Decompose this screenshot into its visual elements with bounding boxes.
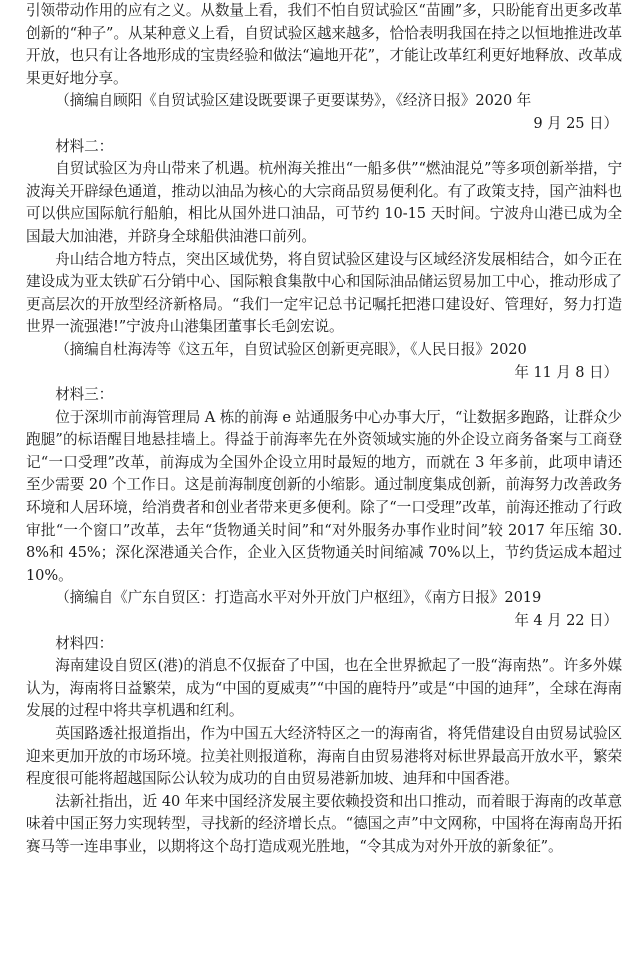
citation-date: 年 11 月 8 日） <box>514 363 618 381</box>
citation-date: 年 4 月 22 日） <box>514 612 618 630</box>
material-2-paragraph: 舟山结合地方特点，突出区域优势，将自贸试验区建设与区域经济发展相结合，如今正在建设成为亚太铁矿石分销中心、国际粮食集散中心和国际油品储运贸易加工中心，推动形成了更高层次的开放型经济新格局。“我们一定牢记总书记嘱托把港口建设好、管理好，努力打造世界一流强港!”宁波舟山港集团董事长毛剑宏说。 <box>26 250 622 336</box>
source-citation-2 <box>26 339 622 384</box>
material-4-heading: 材料四： <box>55 634 114 652</box>
passage-continued: 引领带动作用的应有之义。从数量上看，我们不怕自贸试验区“苗圃”多，只盼能育出更多改革创新的“种子”。从某种意义上看，自贸试验区越来越多，恰恰表明我国在持之以恒地推进改革开放，也只有让各地形成的宝贵经验和做法“遍地开花”，才能让改革红利更好地释放、改革成果更好地分享。 <box>26 2 622 87</box>
material-4-paragraph: 英国路透社报道指出，作为中国五大经济特区之一的海南省，将凭借建设自由贸易试验区迎来更加开放的市场环境。拉美社则报道称，海南自由贸易港将对标世界最高开放水平，繁荣程度很可能将超越国际公认较为成功的自由贸易港新加坡、迪拜和中国香港。 <box>26 725 622 788</box>
citation-text: （摘编自顾阳《自贸试验区建设既要课子更要谋势》，《经济日报》2020 年 <box>55 92 532 110</box>
material-3-heading: 材料三： <box>55 386 114 404</box>
material-2-paragraph: 自贸试验区为舟山带来了机遇。杭州海关推出“一船多供”“燃油混兑”等多项创新举措，宁波海关开辟绿色通道，推动以油品为核心的大宗商品贸易便利化。有了政策支持，国产油料也可以供应国际航行船舶，相比从国外进口油品，可节约 10-15 天时间。宁波舟山港已成为全国最大加油港，并跻身全球船供油港口前列。 <box>26 160 622 245</box>
source-citation-1 <box>26 90 622 135</box>
material-4-paragraph: 海南建设自贸区(港)的消息不仅振奋了中国，也在全世界掀起了一股“海南热”。许多外媒认为，海南将日益繁荣，成为“中国的夏威夷”“中国的鹿特丹”或是“中国的迪拜”，全球在海南发展的过程中将共享机遇和红利。 <box>26 657 622 720</box>
material-4-paragraph: 法新社指出，近 40 年来中国经济发展主要依赖投资和出口推动，而着眼于海南的改革意味着中国正努力实现转型，寻找新的经济增长点。“德国之声”中文网称，中国将在海南岛开拓赛马等一连串事业，以期将这个岛打造成观光胜地，“令其成为对外开放的新象征”。 <box>26 792 622 855</box>
source-citation-3 <box>26 587 622 632</box>
material-2-heading: 材料二： <box>55 137 114 155</box>
material-3-paragraph: 位于深圳市前海管理局 A 栋的前海 e 站通服务中心办事大厅，“让数据多跑路，让群众少跑腿”的标语醒目地悬挂墙上。得益于前海率先在外资领域实施的外企设立商务备案与工商登记“一口受理”改革，前海成为全国外企设立用时最短的地方，而就在 3 年多前，此项申请还至少需要 20 个工作日。这是前海制度创新的小缩影。通过制度集成创新，前海努力改善政务环境和人居环境，给消费者和创业者带来更多便利。除了“一口受理”改革，前海还推动了行政审批“一个窗口”改革，去年“货物通关时间”和“对外服务办事作业时间”较 2017 年压缩 30.8%和 45%；深化深港通关合作，企业入区货物通关时间缩减 70%以上，节约货运成本超过 10%。 <box>26 408 622 584</box>
citation-text: （摘编自《广东自贸区：打造高水平对外开放门户枢纽》，《南方日报》2019 <box>55 589 542 607</box>
citation-date: 9 月 25 日） <box>533 114 618 132</box>
citation-text: （摘编自杜海涛等《这五年，自贸试验区创新更亮眼》，《人民日报》2020 <box>55 340 527 358</box>
